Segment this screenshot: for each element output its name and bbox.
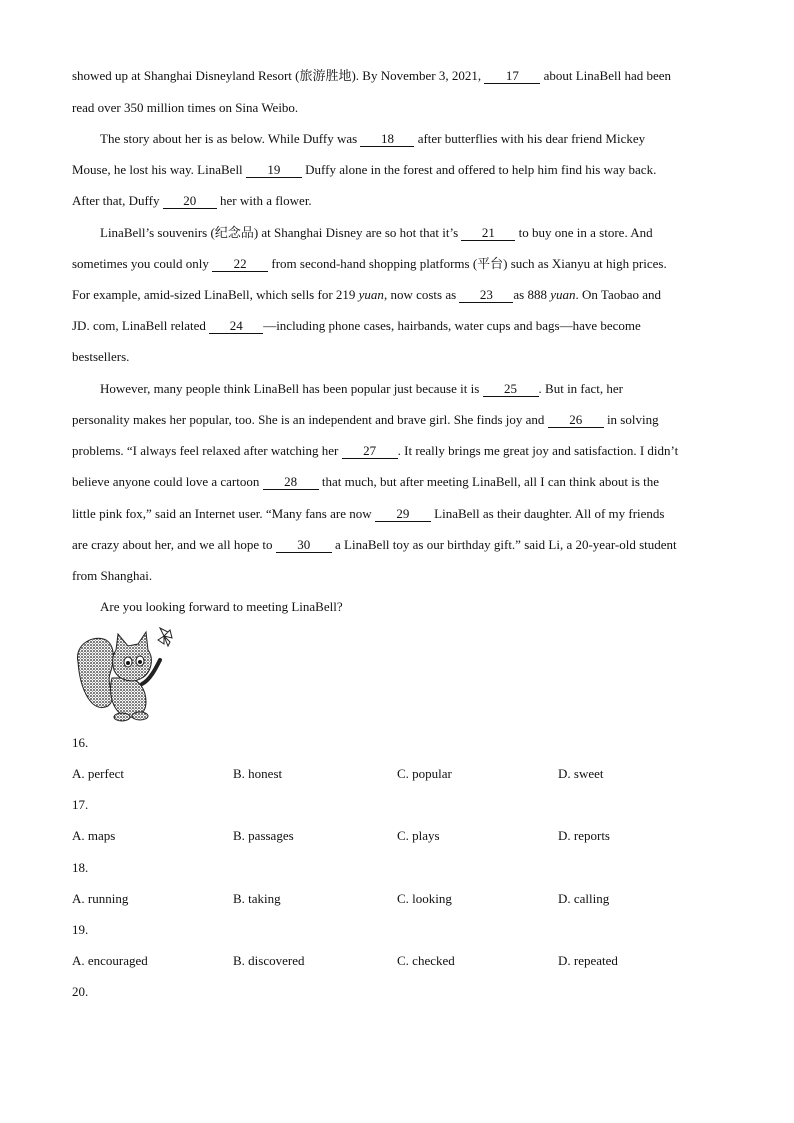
option-d[interactable]: D. repeated [558,953,618,968]
option-b[interactable]: B. discovered [233,953,305,968]
text: her with a flower. [216,193,312,208]
passage-line [72,506,732,522]
passage-line [72,68,732,84]
question-number: 17. [72,797,89,812]
option-c[interactable]: C. plays [397,828,440,843]
blank-29: 29 [375,507,431,522]
text: yuan [358,287,384,302]
text: sometimes you could only [72,256,213,271]
text: For example, amid-sized LinaBell, which sells for 219 [72,287,359,302]
blank-21: 21 [461,226,515,241]
passage-line [72,568,732,584]
option-c[interactable]: C. popular [397,766,452,781]
text: yuan [550,287,576,302]
text: personality makes her popular, too. She is an independent and brave girl. She finds joy and [72,412,548,427]
passage-line [72,193,732,209]
option-d[interactable]: D. sweet [558,766,604,781]
option-a[interactable]: A. perfect [72,766,124,781]
text: that much, but after meeting LinaBell, all I can think about is the [318,474,660,489]
option-a[interactable]: A. maps [72,828,116,843]
text: little pink fox,” said an Internet user. “Many fans are now [72,506,375,521]
text: . On Taobao and [575,287,662,302]
text: Mouse, he lost his way. LinaBell [72,162,246,177]
text: However, many people think LinaBell has been popular just because it is [100,381,483,396]
text: Duffy alone in the forest and offered to help him find his way back. [301,162,657,177]
text: read over 350 million times on Sina Weibo. [72,100,299,115]
blank-28: 28 [263,475,319,490]
text: . It really brings me great joy and satisfaction. I didn’t [397,443,679,458]
blank-20: 20 [163,194,217,209]
option-d[interactable]: D. reports [558,828,610,843]
passage-line [72,256,732,272]
passage-line [72,100,732,116]
blank-23: 23 [459,288,513,303]
text: JD. com, LinaBell related [72,318,210,333]
blank-24: 24 [209,319,263,334]
question-number: 19. [72,922,89,937]
text: LinaBell as their daughter. All of my friends [430,506,665,521]
passage-line [72,537,732,553]
option-a[interactable]: A. encouraged [72,953,148,968]
blank-25: 25 [483,382,539,397]
linabell-fox-illustration [72,626,180,722]
text: are crazy about her, and we all hope to [72,537,276,552]
text: Are you looking forward to meeting LinaBell? [100,599,343,614]
text: from Shanghai. [72,568,153,583]
option-b[interactable]: B. taking [233,891,281,906]
blank-26: 26 [548,413,604,428]
passage-line [72,443,732,459]
text: about LinaBell had been [540,68,672,83]
text: . But in fact, her [538,381,624,396]
passage-line [72,318,732,334]
option-c[interactable]: C. looking [397,891,452,906]
text: to buy one in a store. And [515,225,653,240]
text: a LinaBell toy as our birthday gift.” said Li, a 20-year-old student [331,537,677,552]
text: After that, Duffy [72,193,163,208]
text: in solving [603,412,659,427]
blank-19: 19 [246,163,302,178]
text: The story about her is as below. While Duffy was [100,131,361,146]
passage-line [100,225,760,241]
text: , now costs as [383,287,460,302]
text: showed up at Shanghai Disneyland Resort (旅游胜地). By November 3, 2021, [72,68,485,83]
text: as 888 [513,287,551,302]
option-b[interactable]: B. passages [233,828,294,843]
question-number: 18. [72,860,89,875]
text: —including phone cases, hairbands, water cups and bags—have become [263,318,641,333]
option-a[interactable]: A. running [72,891,129,906]
blank-22: 22 [212,257,268,272]
passage-line [72,349,732,365]
blank-30: 30 [276,538,332,553]
passage-line [100,131,760,147]
option-d[interactable]: D. calling [558,891,610,906]
passage-line [72,412,732,428]
text: LinaBell’s souvenirs (纪念品) at Shanghai Disney are so hot that it’s [100,225,462,240]
text: from second-hand shopping platforms (平台) such as Xianyu at high prices. [268,256,667,271]
question-number: 16. [72,735,89,750]
passage-line [72,474,732,490]
passage-line [100,381,760,397]
question-number: 20. [72,984,89,999]
option-c[interactable]: C. checked [397,953,455,968]
text: problems. “I always feel relaxed after watching her [72,443,342,458]
blank-17: 17 [484,69,540,84]
blank-18: 18 [360,132,414,147]
option-b[interactable]: B. honest [233,766,283,781]
text: bestsellers. [72,349,130,364]
passage-line [100,599,760,615]
text: believe anyone could love a cartoon [72,474,263,489]
passage-line [72,287,732,303]
passage-line [72,162,732,178]
text: after butterflies with his dear friend Mickey [414,131,646,146]
blank-27: 27 [342,444,398,459]
